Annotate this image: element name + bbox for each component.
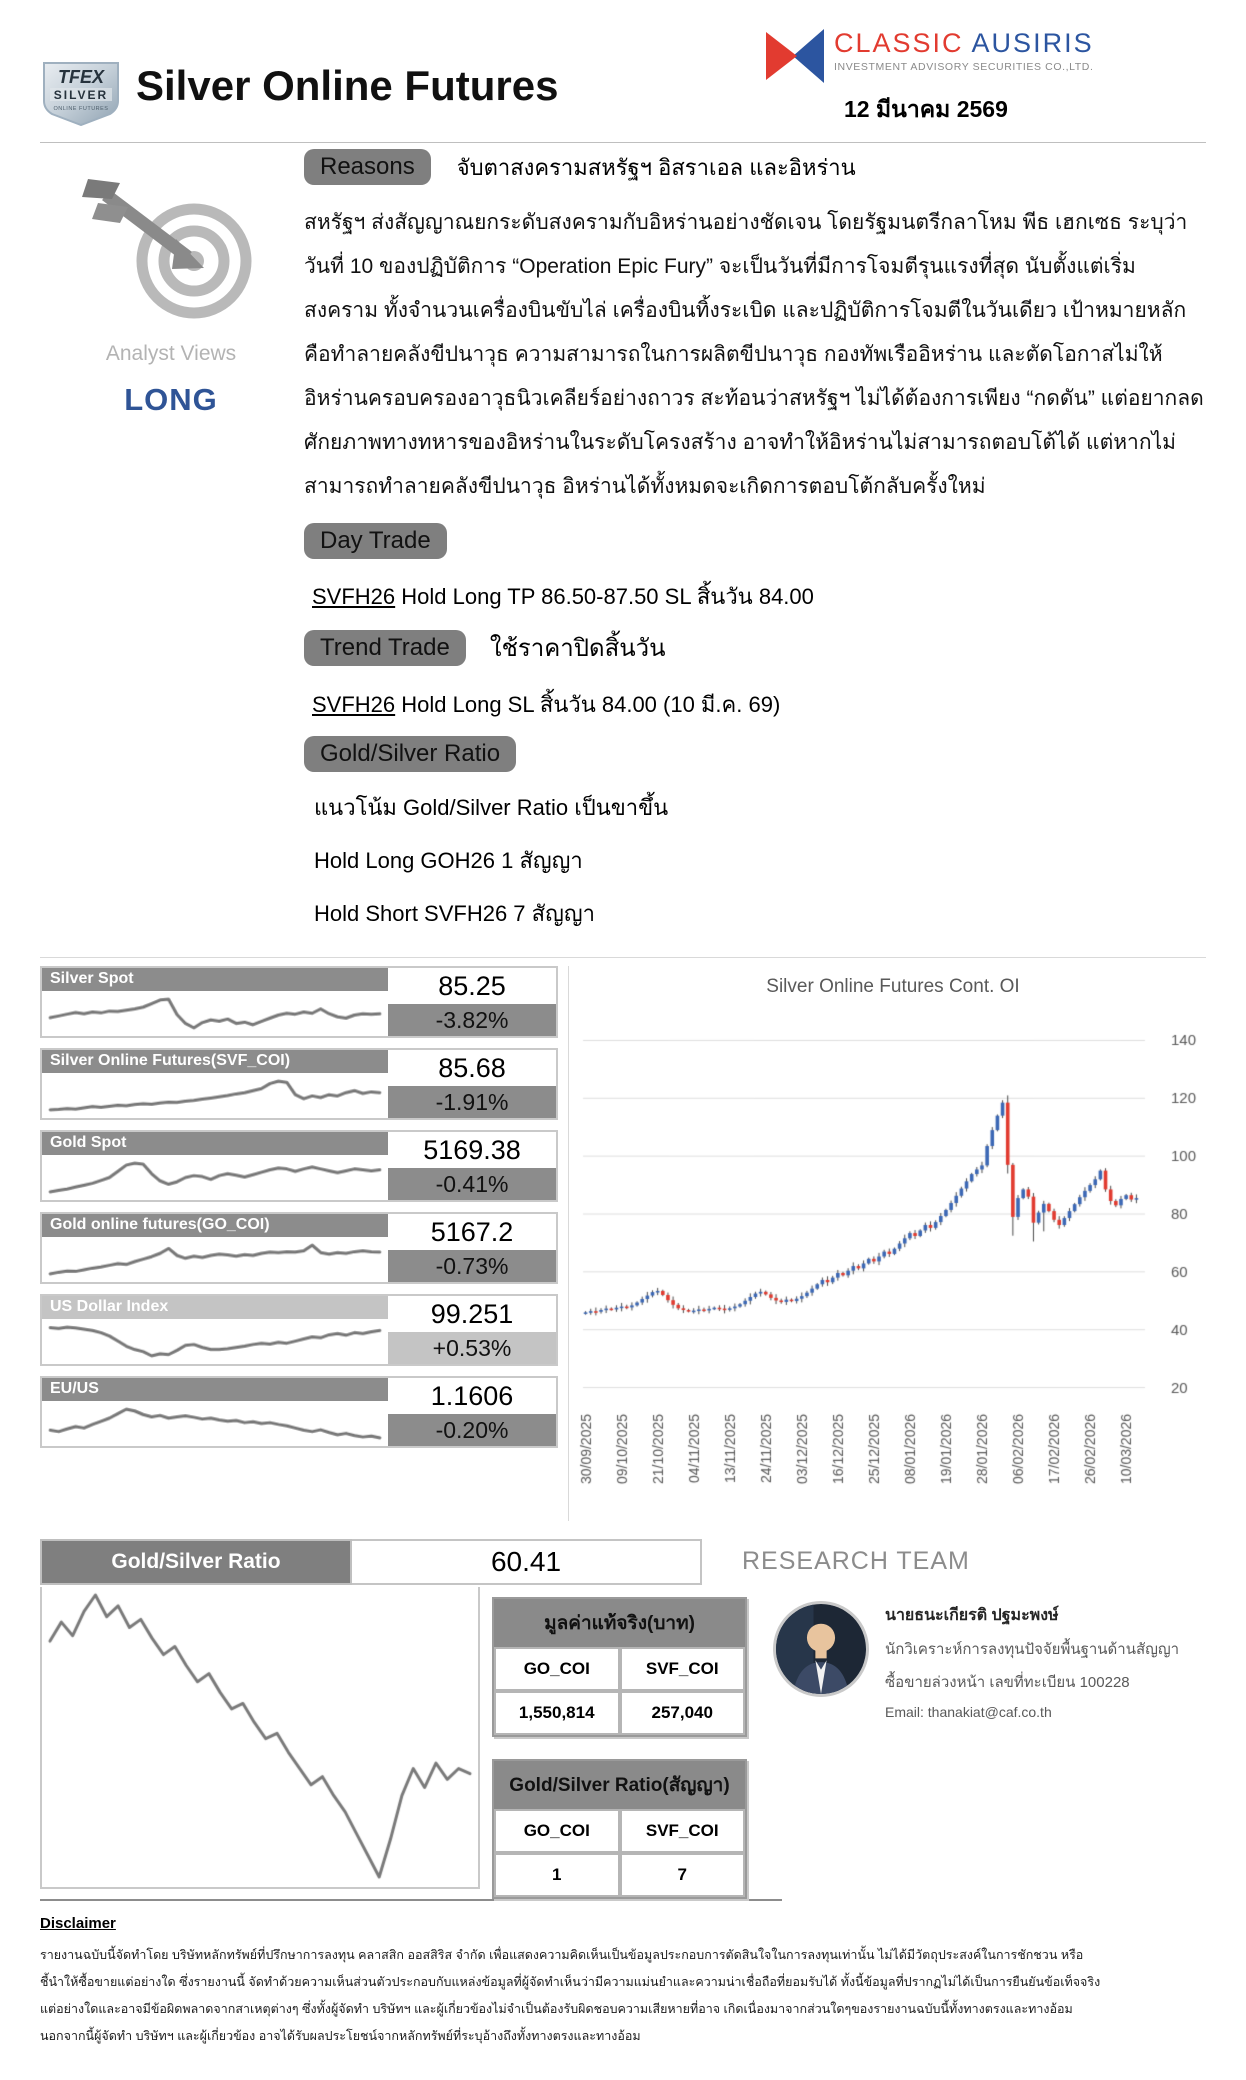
- sparkline-silver-spot: [42, 991, 388, 1036]
- actual-value-table: [492, 1597, 747, 1737]
- header: [40, 14, 1206, 128]
- disclaimer-line: นอกจากนี้ผู้จัดทำ บริษัทฯ และผู้เกี่ยวข้อง อาจได้รับผลประโยชน์จากหลักทรัพย์ที่ระบุอ้างถึงทั้งทางตรงและทางอ้อม: [40, 2029, 641, 2043]
- panel-silver-spot: [40, 966, 558, 1038]
- panel-eu-us: [40, 1376, 558, 1448]
- svf-coi-contracts-value: 7: [620, 1853, 746, 1897]
- sparkline-eu-us: [42, 1401, 388, 1446]
- panel-value: 5167.2: [388, 1214, 556, 1250]
- svg-text:TFEX: TFEX: [57, 67, 105, 87]
- reasons-paragraph: สหรัฐฯ ส่งสัญญาณยกระดับสงครามกับอิหร่านอย่างชัดเจน โดยรัฐมนตรีกลาโหม พีธ เฮกเซธ ระบุว่า วันที่ 10 ของปฏิบัติการ “Operation Epic Fury” จะเป็นวันที่มีการโจมตีรุนแรงที่สุด นับตั้งแต่เริ่มสงคราม ทั้งจำนวนเครื่องบินขับไล่ เครื่องบินทิ้งระเบิด และปฏิบัติการโจมตีในวันเดียว เป้าหมายหลักคือทำลายคลังขีปนาวุธ ความสามารถในการผลิตขีปนาวุธ กองทัพเรืออิหร่าน และตัดโอกาสไม่ให้อิหร่านครอบครองอาวุธนิวเคลียร์อย่างถาวร สะท้อนว่าสหรัฐฯ ไม่ได้ต้องการเพียง “กดดัน” แต่อยากลดศักยภาพทางทหารของอิหร่านในระดับโครงสร้าง อาจทำให้อิหร่านไม่สามารถตอบโต้ได้ แต่หากไม่สามารถทำลายคลังขีปนาวุธ อิหร่านได้ทั้งหมดจะเกิดการตอบโต้กลับครั้งใหม่: [304, 211, 1204, 498]
- analyst-name: นายธนะเกียรติ ปฐมะพงษ์: [885, 1607, 1059, 1624]
- disclaimer: [40, 1915, 1206, 2050]
- sparkline-go-coi: [42, 1237, 388, 1282]
- panel-change: +0.53%: [388, 1332, 556, 1364]
- trend-trade-text: Hold Long SL สิ้นวัน 84.00 (10 มี.ค. 69): [395, 692, 781, 717]
- candlestick-chart-box: [568, 966, 1213, 1521]
- panel-label: Gold Spot: [42, 1132, 388, 1155]
- trend-trade-button: Trend Trade: [304, 630, 466, 666]
- table-title: Gold/Silver Ratio(สัญญา): [494, 1761, 745, 1809]
- ratio-chart-box: [40, 1587, 480, 1889]
- brand-subtitle: INVESTMENT ADVISORY SECURITIES CO.,LTD.: [834, 61, 1094, 73]
- trend-trade-note: ใช้ราคาปิดสิ้นวัน: [489, 635, 666, 662]
- brand-name-ausiris: AUSIRIS: [971, 28, 1094, 58]
- analyst-title-line2: ซื้อขายล่วงหน้า เลขที่ทะเบียน 100228: [885, 1674, 1130, 1691]
- panel-gold-online-futures: [40, 1212, 558, 1284]
- trend-trade-line: [312, 687, 1206, 722]
- day-trade-line: [312, 579, 1206, 614]
- sparkline-gold-spot: [42, 1155, 388, 1200]
- table-title: มูลค่าแท้จริง(บาท): [494, 1599, 745, 1647]
- panel-label: Silver Online Futures(SVF_COI): [42, 1050, 388, 1073]
- analyst-card: [773, 1587, 1179, 1899]
- ratio-tables: [492, 1587, 747, 1899]
- page-title: Silver Online Futures: [136, 62, 559, 109]
- analyst-title-line1: นักวิเคราะห์การลงทุนปัจจัยพื้นฐานด้านสัญญา: [885, 1641, 1180, 1658]
- day-trade-button: Day Trade: [304, 523, 447, 559]
- disclaimer-line: แต่อย่างใดและอาจมีข้อผิดพลาดจากสาเหตุต่างๆ ซึ่งทั้งผู้จัดทำ บริษัทฯ และผู้เกี่ยวข้องไม่จำเป็นต้องรับผิดชอบความเสียหายที่อาจ เกิดเนื่องมาจากส่วนใดๆของรายงานฉบับนี้ทั้งทางตรงและทางอ้อม: [40, 2002, 1073, 2016]
- panel-change: -0.41%: [388, 1168, 556, 1200]
- tfex-silver-badge-icon: [40, 60, 122, 126]
- gold-silver-ratio-view: [304, 790, 1206, 931]
- panel-change: -0.20%: [388, 1414, 556, 1446]
- svg-text:SILVER: SILVER: [53, 88, 109, 102]
- panel-value: 1.1606: [388, 1378, 556, 1414]
- day-trade-text: Hold Long TP 86.50-87.50 SL สิ้นวัน 84.00: [395, 584, 814, 609]
- panel-label: US Dollar Index: [42, 1296, 388, 1319]
- panel-silver-online-futures: [40, 1048, 558, 1120]
- analyst-email: Email: thanakiat@caf.co.th: [885, 1704, 1052, 1720]
- brand-name: [834, 28, 1094, 59]
- panel-change: -3.82%: [388, 1004, 556, 1036]
- go-coi-contracts-value: 1: [494, 1853, 620, 1897]
- panel-label: EU/US: [42, 1378, 388, 1401]
- gsr-hold-short-line: Hold Short SVFH26 7 สัญญา: [314, 901, 595, 926]
- candlestick-chart: [573, 1000, 1213, 1516]
- panel-change: -0.73%: [388, 1250, 556, 1282]
- report-date: 12 มีนาคม 2569: [844, 96, 1008, 122]
- ratio-value: 60.41: [352, 1539, 702, 1585]
- gsr-trend-line: แนวโน้ม Gold/Silver Ratio เป็นขาขึ้น: [314, 795, 669, 820]
- disclaimer-line: ชี้นำให้ซื้อขายแต่อย่างใด ซึ่งรายงานนี้ จัดทำด้วยความเห็นส่วนตัวประกอบกับแหล่งข้อมูลที่ผู้จัดทำเห็นว่ามีความแม่นยำและความน่าเชื่อถือที่ยอมรับได้ ทั้งนี้ข้อมูลที่ปรากฏไม่ได้เป็นการยืนยันข้อเท็จจริง: [40, 1975, 1101, 1989]
- panel-us-dollar-index: [40, 1294, 558, 1366]
- brand-name-classic: CLASSIC: [834, 28, 964, 58]
- reasons-button: Reasons: [304, 149, 431, 185]
- column-header-svf-coi: SVF_COI: [620, 1647, 746, 1691]
- research-team-label: RESEARCH TEAM: [742, 1547, 970, 1575]
- go-coi-actual-value: 1,550,814: [494, 1691, 620, 1735]
- day-trade-symbol: SVFH26: [312, 584, 396, 609]
- gold-silver-ratio-button: Gold/Silver Ratio: [304, 736, 516, 772]
- classic-ausiris-logo-icon: [766, 28, 824, 84]
- sparkline-svf-coi: [42, 1073, 388, 1118]
- header-divider: [40, 142, 1206, 143]
- ratio-title: Gold/Silver Ratio: [40, 1539, 352, 1585]
- panel-label: Gold online futures(GO_COI): [42, 1214, 388, 1237]
- brand-block: [766, 22, 1206, 128]
- analyst-photo-avatar: [773, 1601, 869, 1697]
- analyst-views-label: Analyst Views: [105, 342, 237, 365]
- disclaimer-divider: [40, 1899, 782, 1901]
- analyst-views-box: [40, 149, 302, 931]
- target-dart-icon: [76, 173, 266, 323]
- panel-change: -1.91%: [388, 1086, 556, 1118]
- svf-coi-actual-value: 257,040: [620, 1691, 746, 1735]
- ratio-line-chart: [42, 1587, 478, 1885]
- sparkline-usd-index: [42, 1319, 388, 1364]
- svg-text:ONLINE FUTURES: ONLINE FUTURES: [53, 106, 109, 112]
- gsr-hold-long-line: Hold Long GOH26 1 สัญญา: [314, 848, 583, 873]
- reasons-headline: จับตาสงครามสหรัฐฯ อิสราเอล และอิหร่าน: [456, 154, 856, 180]
- disclaimer-line: รายงานฉบับนี้จัดทำโดย บริษัทหลักทรัพย์ที่ปรึกษาการลงทุน คลาสสิก ออสสิริส จำกัด เพื่อแสดงความคิดเห็นเป็นข้อมูลประกอบการตัดสินใจในการลงทุนเท่านั้น ไม่ได้มีวัตถุประสงค์ในการชักชวน หรือ: [40, 1948, 1084, 1962]
- analyst-view-long: LONG: [124, 382, 218, 417]
- column-header-go-coi: GO_COI: [494, 1647, 620, 1691]
- market-panels: [40, 966, 558, 1521]
- chart-title: Silver Online Futures Cont. OI: [766, 976, 1020, 997]
- panel-value: 99.251: [388, 1296, 556, 1332]
- panel-gold-spot: [40, 1130, 558, 1202]
- panel-value: 5169.38: [388, 1132, 556, 1168]
- panel-label: Silver Spot: [42, 968, 388, 991]
- ratio-header: [40, 1539, 1206, 1585]
- disclaimer-title: Disclaimer: [40, 1915, 116, 1932]
- panel-value: 85.68: [388, 1050, 556, 1086]
- column-header-svf-coi: SVF_COI: [620, 1809, 746, 1853]
- column-header-go-coi: GO_COI: [494, 1809, 620, 1853]
- contracts-ratio-table: [492, 1759, 747, 1899]
- trend-trade-symbol: SVFH26: [312, 692, 396, 717]
- panel-value: 85.25: [388, 968, 556, 1004]
